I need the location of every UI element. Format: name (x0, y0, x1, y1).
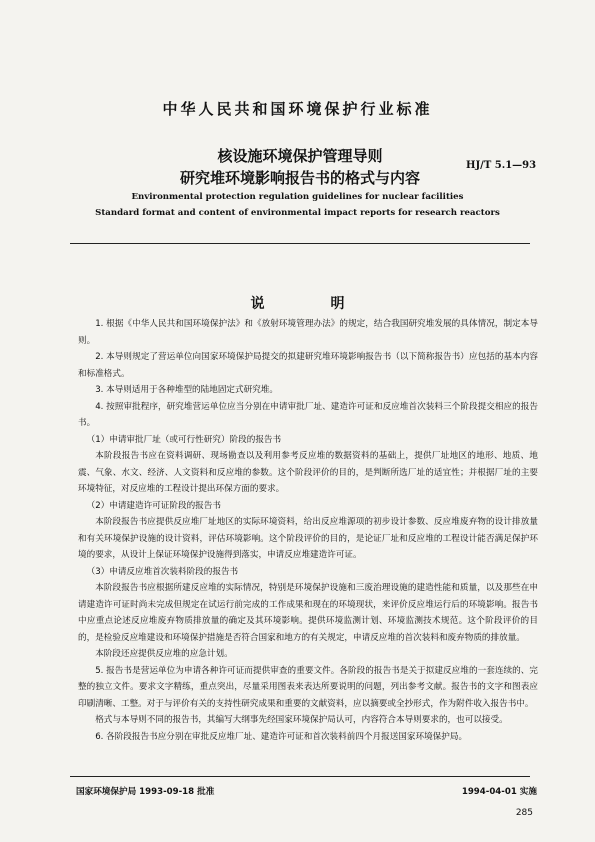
document-title-line1: 核设施环境保护管理导则 (217, 147, 383, 165)
standard-code: HJ/T 5.1—93 (466, 160, 537, 171)
body-paragraph: 2. 本导则规定了营运单位向国家环境保护局提交的拟建研究堆环境影响报告书（以下简称报告书）应包括的基本内容和标准格式。 (78, 352, 538, 379)
effective-date: 1994-04-01 实施 (461, 787, 537, 797)
approval-date: 国家环境保护局 1993-09-18 批准 (76, 787, 215, 797)
body-paragraph: 6. 各阶段报告书应分别在审批反应堆厂址、建造许可证和首次装料前四个月报送国家环境保护局。 (95, 731, 468, 742)
page-number: 285 (515, 808, 533, 818)
body-paragraph: 5. 报告书是营运单位为申请各种许可证而提供审查的重要文件。各阶段的报告书是关于拟建反应堆的一套连续的、完整的独立文件。要求文字精练，重点突出，尽量采用图表来表达所要说明的问题，列出参考文献。报告书的文字和图表应印刷清晰、工整。对于与评价有关的支持性研究成果和重要的文献资料，应以摘要或全抄形式，作为附件收入报告书中。 (78, 665, 538, 709)
document-body (78, 316, 538, 745)
body-paragraph: （2）申请建造许可证阶段的报告书 (86, 500, 221, 511)
footer-divider (70, 776, 530, 777)
header-divider (70, 243, 530, 244)
section-heading: 说 明 (250, 296, 371, 312)
document-title-line2: 研究堆环境影响报告书的格式与内容 (179, 169, 420, 187)
body-paragraph: 格式与本导则不同的报告书，其编写大纲事先经国家环境保护局认可，内容符合本导则要求的，也可以接受。 (95, 715, 508, 725)
english-title-line1: Environmental protection regulation guidelines for nuclear facilities (131, 192, 464, 202)
body-paragraph: 4. 按照审批程序，研究堆营运单位应当分别在申请审批厂址、建造许可证和反应堆首次装料三个阶段提交相应的报告书。 (78, 401, 538, 428)
body-paragraph: 1. 根据《中华人民共和国环境保护法》和《放射环境管理办法》的规定，结合我国研究堆发展的具体情况，制定本导则。 (78, 319, 538, 346)
body-paragraph: 3. 本导则适用于各种堆型的陆地固定式研究堆。 (95, 385, 278, 395)
body-paragraph: （1）申请审批厂址（或可行性研究）阶段的报告书 (86, 434, 282, 445)
body-paragraph: （3）申请反应堆首次装料阶段的报告书 (86, 566, 239, 577)
body-paragraph: 本阶段报告书应根据所建反应堆的实际情况，特别是环境保护设施和三废治理设施的建造性能和质量，以及那些在申请建造许可证时尚未完成但规定在试运行前完成的工作成果和现在的环境现状，来评价反应堆运行后的环境影响。报告书中应重点论述反应堆废弃物质排放量的确定及其环境影响。提供环境监测计划、环境监测技术规范。这个阶段评价的目的，是检验反应堆建设和环境保护措施是否符合国家和地方的有关规定，申请反应堆的首次装料和废弃物质的排放量。 (78, 583, 538, 643)
body-paragraph: 本阶段报告书应提供反应堆厂址地区的实际环境资料，给出反应堆源项的初步设计参数、反应堆废弃物的设计排放量和有关环境保护设施的设计资料，评估环境影响。这个阶段评价的目的，是论证厂址和反应堆的工程设计能否满足保护环境的要求，从设计上保证环境保护设施得到落实，申请反应堆建造许可证。 (78, 517, 538, 560)
body-paragraph: 本阶段报告书应在资料调研、现场勘查以及利用参考反应堆的数据资料的基础上，提供厂址地区的地形、地质、地震、气象、水文、经济、人文资料和反应堆的参数。这个阶段评价的目的，是判断所选厂址的适宜性；并根据厂址的主要环境特征，对反应堆的工程设计提出环保方面的要求。 (78, 451, 538, 494)
body-paragraph: 本阶段还应提供反应堆的应急计划。 (95, 649, 233, 659)
standard-name: 中华人民共和国环境保护行业标准 (162, 100, 433, 118)
english-title-line2: Standard format and content of environmental impact reports for research reactors (95, 208, 500, 218)
